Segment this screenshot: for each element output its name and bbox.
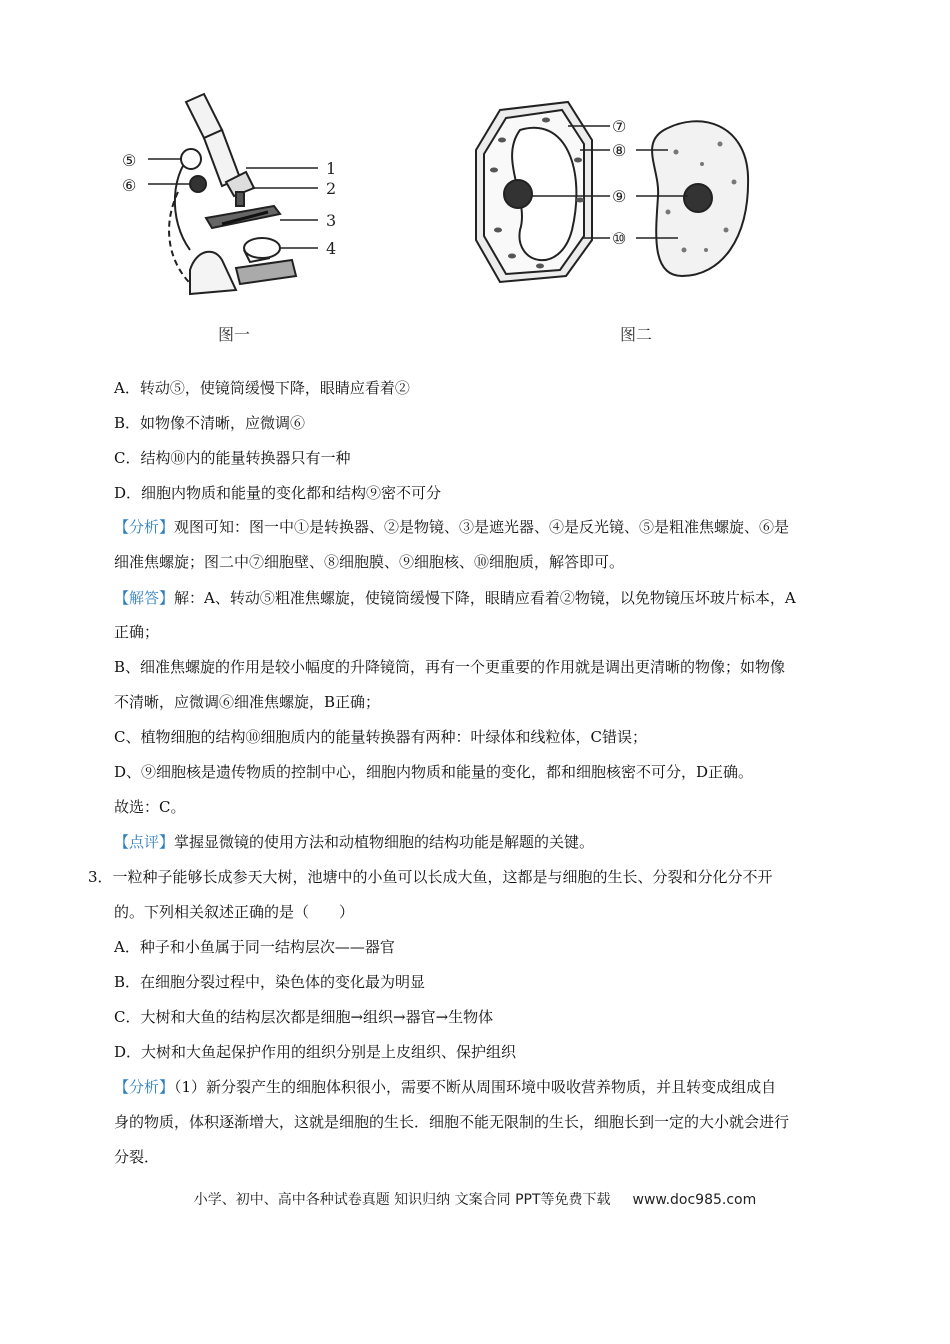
q2-answer-line-2: 正确；: [114, 623, 160, 641]
q3-option-d: D．大树和大鱼起保护作用的组织分别是上皮组织、保护组织: [114, 1043, 517, 1061]
q3-option-b: B．在细胞分裂过程中，染色体的变化最为明显: [114, 973, 426, 991]
q2-answer-line-6: D、⑨细胞核是遗传物质的控制中心，细胞内物质和能量的变化，都和细胞核密不可分，D正确。: [114, 763, 754, 781]
footer-site-link[interactable]: www.doc985.com: [632, 1192, 757, 1208]
fig1-label-1: 1: [326, 159, 337, 178]
q2-answer-line-5: C、植物细胞的结构⑩细胞质内的能量转换器有两种：叶绿体和线粒体，C错误；: [114, 728, 647, 746]
figure-illustrations: [0, 80, 950, 360]
q3-analysis-line-2: 身的物质，体积逐渐增大，这就是细胞的生长．细胞不能无限制的生长，细胞长到一定的大小就会进行: [114, 1113, 790, 1131]
figure-area: [0, 80, 950, 360]
fig1-label-6: ⑥: [122, 176, 137, 195]
microscope-figure: [148, 94, 318, 294]
q2-option-b: B．如物像不清晰，应微调⑥: [114, 414, 306, 432]
q2-analysis-line-1: [114, 517, 789, 537]
q2-answer-line-4: 不清晰，应微调⑥细准焦螺旋，B正确；: [114, 693, 381, 711]
fig1-label-5: ⑤: [122, 151, 137, 170]
q3-stem-line-2: 的。下列相关叙述正确的是（ ）: [114, 903, 355, 921]
q2-comment-line: [114, 832, 594, 852]
q2-answer-line-1: [114, 588, 796, 608]
q3-stem-line-1: 3．一粒种子能够长成参天大树，池塘中的小鱼可以长成大鱼，这都是与细胞的生长、分裂和分化分不开: [88, 868, 773, 886]
footer-text: 小学、初中、高中各种试卷真题 知识归纳 文案合同 PPT等免费下载: [193, 1192, 611, 1208]
q2-answer-line-3: B、细准焦螺旋的作用是较小幅度的升降镜筒，再有一个更重要的作用就是调出更清晰的物像；如物像: [114, 658, 786, 676]
q3-option-c: C．大树和大鱼的结构层次都是细胞→组织→器官→生物体: [114, 1008, 494, 1026]
fig1-label-2: 2: [326, 179, 337, 198]
fig1-caption: 图一: [218, 325, 251, 344]
fig2-label-7: ⑦: [612, 117, 627, 136]
fig2-label-8: ⑧: [612, 141, 627, 160]
page-footer: [0, 1189, 950, 1209]
q2-analysis-line-2: 细准焦螺旋；图二中⑦细胞壁、⑧细胞膜、⑨细胞核、⑩细胞质，解答即可。: [114, 553, 625, 571]
fig2-label-9: ⑨: [612, 187, 627, 206]
q2-option-a: A．转动⑤，使镜筒缓慢下降，眼睛应看着②: [114, 379, 410, 397]
q2-answer-line-7: 故选：C。: [114, 798, 186, 816]
q3-analysis-text-1: （1）新分裂产生的细胞体积很小，需要不断从周围环境中吸收营养物质，并且转变成组成自: [174, 1078, 777, 1096]
fig1-label-4: 4: [326, 239, 337, 258]
fig1-label-3: 3: [326, 211, 337, 230]
answer-tag: 【解答】: [114, 589, 175, 607]
q2-option-d: D．细胞内物质和能量的变化都和结构⑨密不可分: [114, 484, 442, 502]
q3-analysis-line-3: 分裂．: [114, 1148, 160, 1166]
q2-answer-text-1: 解：A、转动⑤粗准焦螺旋，使镜筒缓慢下降，眼睛应看着②物镜，以免物镜压坏玻片标本，A: [174, 589, 796, 607]
q2-analysis-text-1: 观图可知：图一中①是转换器、②是物镜、③是遮光器、④是反光镜、⑤是粗准焦螺旋、⑥是: [174, 518, 790, 536]
q3-analysis-line-1: [114, 1077, 776, 1097]
animal-cell-figure: [652, 121, 748, 276]
q3-option-a: A．种子和小鱼属于同一结构层次——器官: [114, 938, 395, 956]
q2-option-c: C．结构⑩内的能量转换器只有一种: [114, 449, 351, 467]
q2-comment-text: 掌握显微镜的使用方法和动植物细胞的结构功能是解题的关键。: [174, 833, 595, 851]
fig2-caption: 图二: [620, 325, 653, 344]
comment-tag: 【点评】: [114, 833, 175, 851]
plant-cell-figure: [476, 102, 592, 282]
fig2-label-10: ⑩: [612, 229, 627, 248]
analysis-tag: 【分析】: [114, 518, 175, 536]
q3-analysis-tag: 【分析】: [114, 1078, 175, 1096]
